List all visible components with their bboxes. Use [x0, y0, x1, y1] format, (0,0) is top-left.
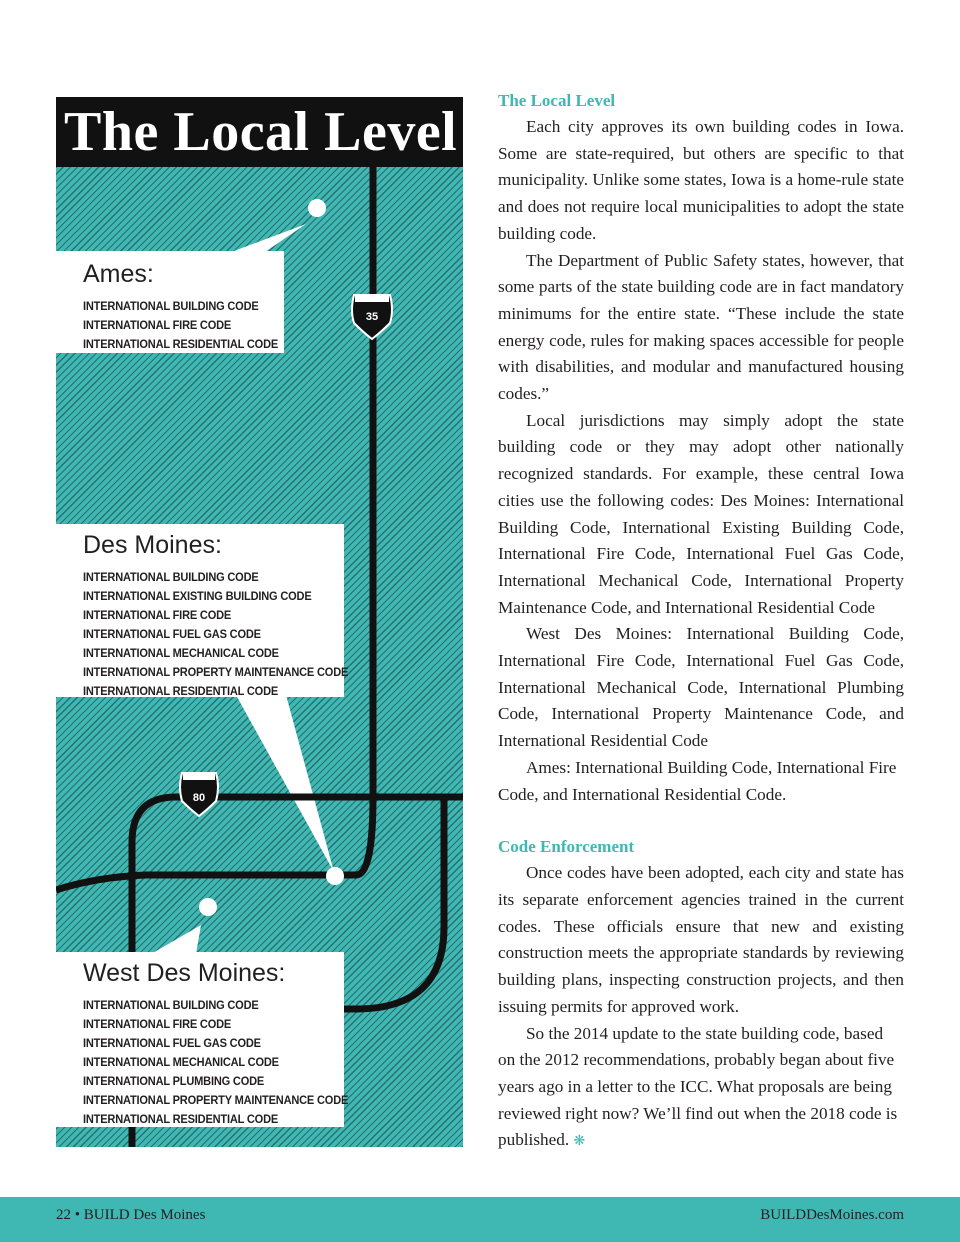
west-des-moines-code-box — [56, 952, 349, 1127]
code-item: INTERNATIONAL MECHANICAL CODE — [83, 646, 279, 660]
interstate-35-label: 35 — [365, 311, 379, 323]
des-moines-callout-pointer — [236, 695, 334, 872]
sidebar-title-bar — [56, 97, 463, 167]
code-item: INTERNATIONAL PROPERTY MAINTENANCE CODE — [83, 665, 349, 679]
code-item: INTERNATIONAL BUILDING CODE — [83, 570, 259, 584]
local-level-map — [56, 97, 463, 1147]
interstate-35-road — [356, 167, 373, 875]
code-item: INTERNATIONAL PLUMBING CODE — [83, 1074, 265, 1088]
sidebar-title: The Local Level — [64, 101, 458, 163]
code-item: INTERNATIONAL BUILDING CODE — [83, 998, 259, 1012]
des-moines-code-list — [83, 568, 349, 701]
ames-location-dot — [308, 199, 326, 217]
des-moines-location-dot — [326, 867, 344, 885]
west-des-moines-city-name: West Des Moines: — [83, 959, 286, 987]
code-item: INTERNATIONAL PROPERTY MAINTENANCE CODE — [83, 1093, 349, 1107]
west-des-moines-code-list — [83, 996, 349, 1129]
ames-callout-pointer — [226, 224, 306, 254]
code-item: INTERNATIONAL RESIDENTIAL CODE — [83, 684, 279, 698]
article-paragraph: The Department of Public Safety states, however, that some parts of the state building code are in fact mandatory minimums for the entire state. “These include the state energy code, rules for making spaces accessible for people with disabilities, and modular and manufactured housing codes.” — [498, 250, 904, 404]
ames-city-name: Ames: — [83, 260, 154, 288]
article-paragraph: West Des Moines: International Building Code, International Fire Code, International Fuel Gas Code, International Mechanical Code, International Plumbing Code, International Property Maintenance Code, and International Residential Code — [498, 624, 904, 751]
code-item: INTERNATIONAL FIRE CODE — [83, 1017, 232, 1031]
code-item: INTERNATIONAL RESIDENTIAL CODE — [83, 337, 279, 351]
code-item: INTERNATIONAL FUEL GAS CODE — [83, 627, 261, 641]
code-item: INTERNATIONAL BUILDING CODE — [83, 299, 259, 313]
final-paragraph-text: So the 2014 update to the state building code, based on the 2012 recommendations, probably began about five years ago in a letter to the ICC. What proposals are being reviewed right now? We’ll find out when the 2018 code is published. — [498, 1023, 898, 1150]
interstate-80-label: 80 — [192, 792, 206, 804]
section-heading-local-level: The Local Level — [498, 91, 616, 110]
article-column — [498, 88, 904, 1155]
article-paragraph: Once codes have been adopted, each city and state has its separate enforcement agencies trained in the current codes. These officials ensure that new and existing construction meets the appropriate standards by reviewing building plans, inspecting construction projects, and then issuing permits for approved work. — [498, 863, 904, 1016]
article-paragraph: Ames: International Building Code, International Fire Code, and International Residential Code. — [498, 757, 897, 804]
section-heading-code-enforcement: Code Enforcement — [498, 837, 635, 857]
west-des-moines-location-dot — [199, 898, 217, 916]
interstate-80-shield — [180, 773, 218, 816]
code-item: INTERNATIONAL MECHANICAL CODE — [83, 1055, 279, 1069]
west-des-moines-callout-pointer — [151, 925, 201, 954]
code-item: INTERNATIONAL FUEL GAS CODE — [83, 1036, 261, 1050]
article-paragraph: Local jurisdictions may simply adopt the state building code or they may adopt other nationally recognized standards. For example, these central Iowa cities use the following codes: Des Moines: International Building Code, International Existing Building Code, International Fire Code, International Fuel Gas Code, International Mechanical Code, International Property Maintenance Code, and International Residential Code — [498, 410, 904, 617]
article-paragraph-final — [498, 1021, 904, 1156]
code-item: INTERNATIONAL FIRE CODE — [83, 608, 232, 622]
footer-website: BUILDDesMoines.com — [760, 1207, 904, 1223]
article-paragraph: Each city approves its own building codes in Iowa. Some are state-required, but others are specific to that municipality. Unlike some states, Iowa is a home-rule state and does not require local municipalities to adopt the state building code. — [498, 117, 904, 243]
page-footer — [0, 1197, 960, 1242]
footer-page-number: 22 • BUILD Des Moines — [56, 1207, 206, 1223]
interstate-35-shield — [352, 295, 392, 339]
code-item: INTERNATIONAL FIRE CODE — [83, 318, 232, 332]
des-moines-code-box — [56, 524, 349, 698]
des-moines-city-name: Des Moines: — [83, 531, 222, 559]
cross-town-road — [56, 875, 356, 890]
ames-code-box — [56, 251, 284, 353]
ames-code-list — [83, 297, 278, 354]
end-mark-icon: ❋ — [573, 1133, 586, 1150]
code-item: INTERNATIONAL EXISTING BUILDING CODE — [83, 589, 312, 603]
code-item: INTERNATIONAL RESIDENTIAL CODE — [83, 1112, 279, 1126]
